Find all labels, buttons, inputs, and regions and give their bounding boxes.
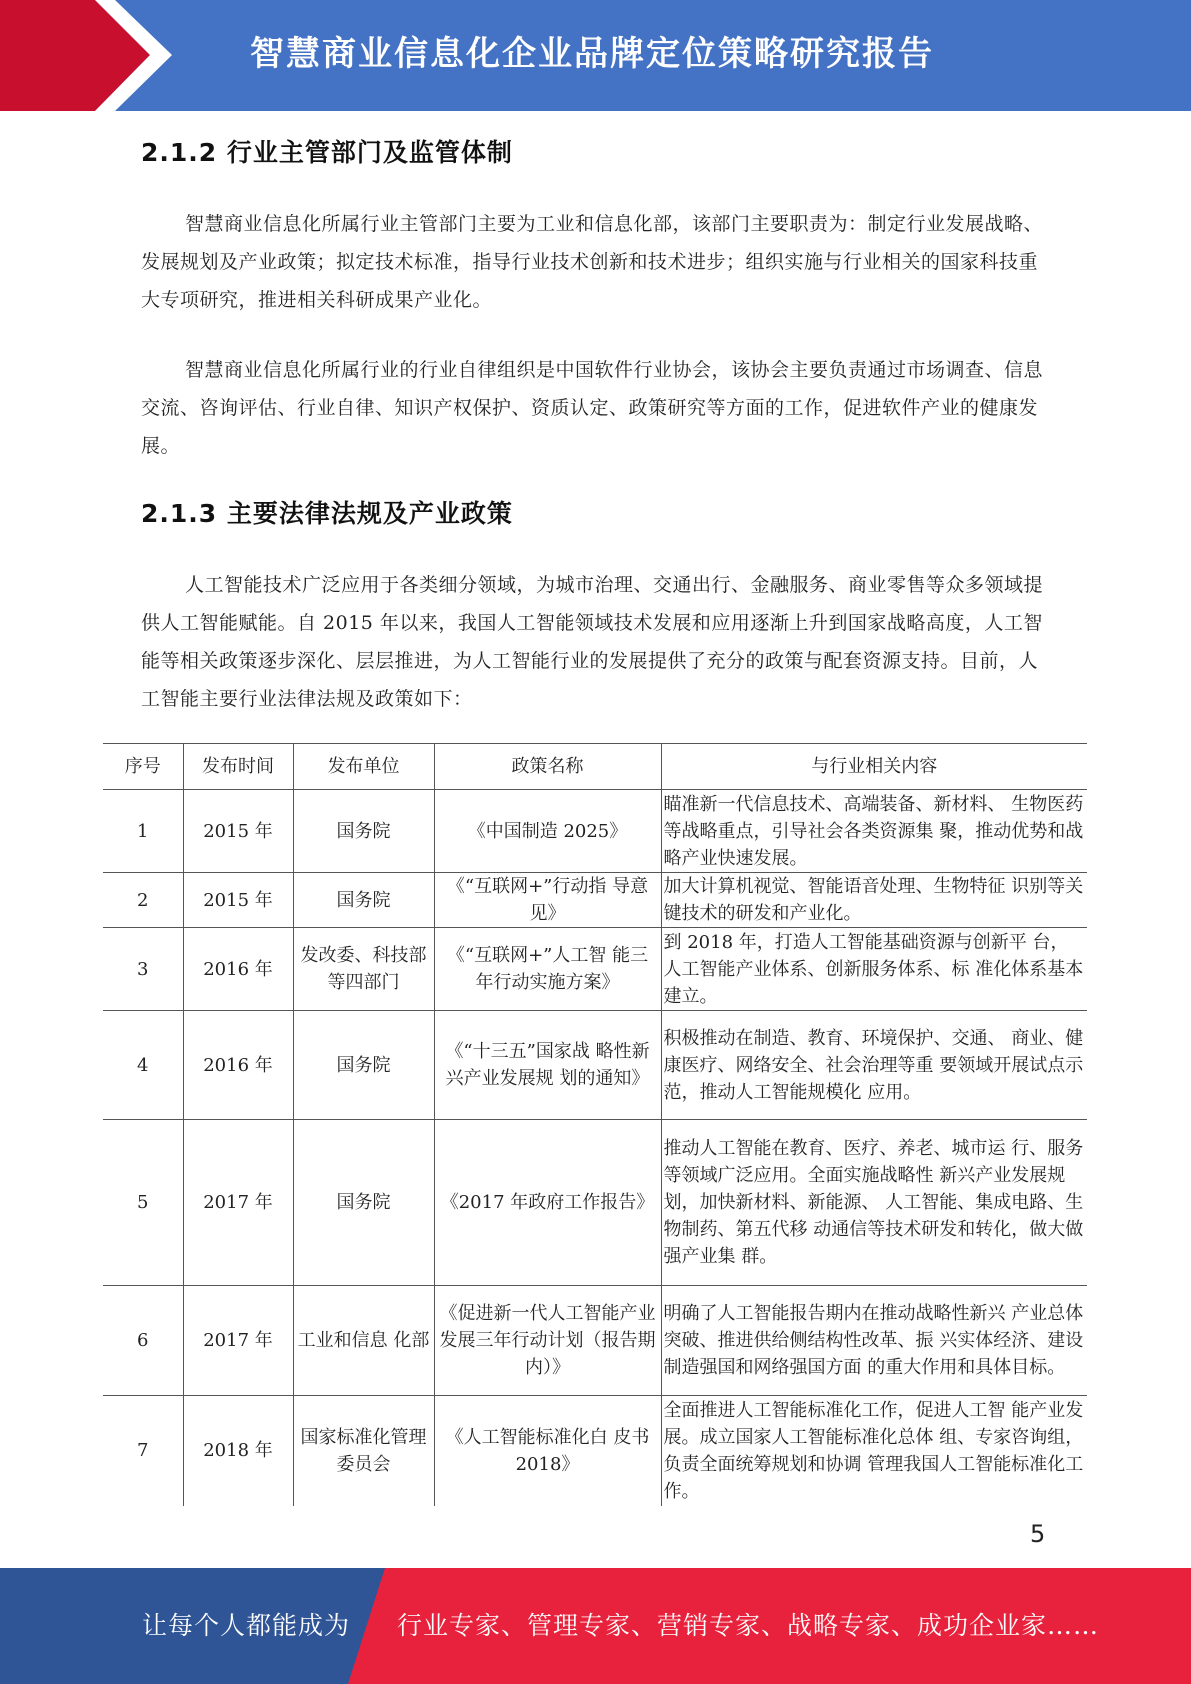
page-footer (0, 1568, 1191, 1684)
table-cell-content: 全面推进人工智能标准化工作，促进人工智 能产业发展。成立国家人工智能标准化总体 组、专家咨询组，负责全面统筹规划和协调 管理我国人工智能标准化工作。 (661, 1396, 1087, 1506)
table-row (103, 1011, 1087, 1120)
table-cell-date: 2015 年 (183, 790, 293, 873)
table-cell-policy: 《中国制造 2025》 (434, 790, 661, 873)
paragraph-policy-intro: 人工智能技术广泛应用于各类细分领域，为城市治理、交通出行、金融服务、商业零售等众多领域提供人工智能赋能。自 2015 年以来，我国人工智能领域技术发展和应用逐渐上升到国家战略高度，人工智能等相关政策逐步深化、层层推进，为人工智能行业的发展提供了充分的政策与配套资源支持。目前，人工智能主要行业法律法规及政策如下： (141, 574, 1044, 710)
table-cell-issuer: 国务院 (293, 1011, 434, 1120)
table-cell-index: 1 (103, 790, 183, 873)
table-cell-issuer: 工业和信息 化部 (293, 1286, 434, 1396)
column-header: 发布单位 (293, 744, 434, 790)
column-header: 政策名称 (434, 744, 661, 790)
table-cell-date: 2016 年 (183, 1011, 293, 1120)
table-row (103, 1396, 1087, 1506)
table-cell-policy: 《人工智能标准化白 皮书 2018》 (434, 1396, 661, 1506)
table-cell-index: 5 (103, 1120, 183, 1286)
table-cell-issuer: 国务院 (293, 873, 434, 928)
table-cell-content: 瞄准新一代信息技术、高端装备、新材料、 生物医药等战略重点，引导社会各类资源集 聚，推动优势和战略产业快速发展。 (661, 790, 1087, 873)
column-header: 序号 (103, 744, 183, 790)
table-cell-date: 2017 年 (183, 1120, 293, 1286)
column-header: 与行业相关内容 (661, 744, 1087, 790)
table-cell-policy: 《促进新一代人工智能产业发展三年行动计划（报告期内）》 (434, 1286, 661, 1396)
table-cell-index: 4 (103, 1011, 183, 1120)
table-cell-date: 2018 年 (183, 1396, 293, 1506)
table-row (103, 1120, 1087, 1286)
table-cell-content: 明确了人工智能报告期内在推动战略性新兴 产业总体突破、推进供给侧结构性改革、振 兴实体经济、建设制造强国和网络强国方面 的重大作用和具体目标。 (661, 1286, 1087, 1396)
column-header: 发布时间 (183, 744, 293, 790)
table-cell-policy: 《“互联网+”行动指 导意见》 (434, 873, 661, 928)
table-cell-policy: 《“十三五”国家战 略性新兴产业发展规 划的通知》 (434, 1011, 661, 1120)
table-cell-issuer: 国务院 (293, 1120, 434, 1286)
table-cell-index: 3 (103, 928, 183, 1011)
table-cell-content: 推动人工智能在教育、医疗、养老、城市运 行、服务等领域广泛应用。全面实施战略性 新兴产业发展规划，加快新材料、新能源、 人工智能、集成电路、生物制药、第五代移 动通信等技术研发和转化，做大做强产业集 群。 (661, 1120, 1087, 1286)
table-row (103, 1286, 1087, 1396)
table-cell-date: 2015 年 (183, 873, 293, 928)
table-cell-index: 6 (103, 1286, 183, 1396)
table-cell-issuer: 国务院 (293, 790, 434, 873)
footer-slogan-right: 行业专家、管理专家、营销专家、战略专家、成功企业家…… (397, 1611, 1100, 1640)
page-number: 5 (1030, 1520, 1046, 1548)
paragraph-regulator: 智慧商业信息化所属行业主管部门主要为工业和信息化部，该部门主要职责为：制定行业发展战略、发展规划及产业政策；拟定技术标准，指导行业技术创新和技术进步；组织实施与行业相关的国家科技重大专项研究，推进相关科研成果产业化。 (141, 213, 1044, 311)
table-cell-content: 积极推动在制造、教育、环境保护、交通、 商业、健康医疗、网络安全、社会治理等重 要领域开展试点示范，推动人工智能规模化 应用。 (661, 1011, 1087, 1120)
table-row (103, 928, 1087, 1011)
table-row (103, 790, 1087, 873)
table-cell-content: 加大计算机视觉、智能语音处理、生物特征 识别等关键技术的研发和产业化。 (661, 873, 1087, 928)
table-cell-date: 2016 年 (183, 928, 293, 1011)
section-heading-2-1-3: 2.1.3 主要法律法规及产业政策 (141, 499, 513, 528)
table-row (103, 873, 1087, 928)
table-cell-index: 7 (137, 1440, 149, 1462)
table-cell-issuer: 国家标准化管理委员会 (293, 1396, 434, 1506)
table-cell-policy: 《2017 年政府工作报告》 (434, 1120, 661, 1286)
table-cell-policy: 《“互联网+”人工智 能三年行动实施方案》 (434, 928, 661, 1011)
table-cell-issuer: 发改委、科技部等四部门 (293, 928, 434, 1011)
table-header-row (103, 744, 1087, 790)
table-cell-index: 2 (103, 873, 183, 928)
policy-table (103, 743, 1087, 1506)
footer-slogan-left: 让每个人都能成为 (142, 1611, 351, 1640)
table-cell-content: 到 2018 年，打造人工智能基础资源与创新平 台，人工智能产业体系、创新服务体系、标 准化体系基本建立。 (661, 928, 1087, 1011)
report-title: 智慧商业信息化企业品牌定位策略研究报告 (250, 34, 934, 74)
paragraph-association: 智慧商业信息化所属行业的行业自律组织是中国软件行业协会，该协会主要负责通过市场调查、信息交流、咨询评估、行业自律、知识产权保护、资质认定、政策研究等方面的工作，促进软件产业的健康发展。 (141, 359, 1044, 457)
table-cell-date: 2017 年 (183, 1286, 293, 1396)
section-heading-2-1-2: 2.1.2 行业主管部门及监管体制 (141, 138, 513, 167)
page-header (0, 0, 1191, 111)
